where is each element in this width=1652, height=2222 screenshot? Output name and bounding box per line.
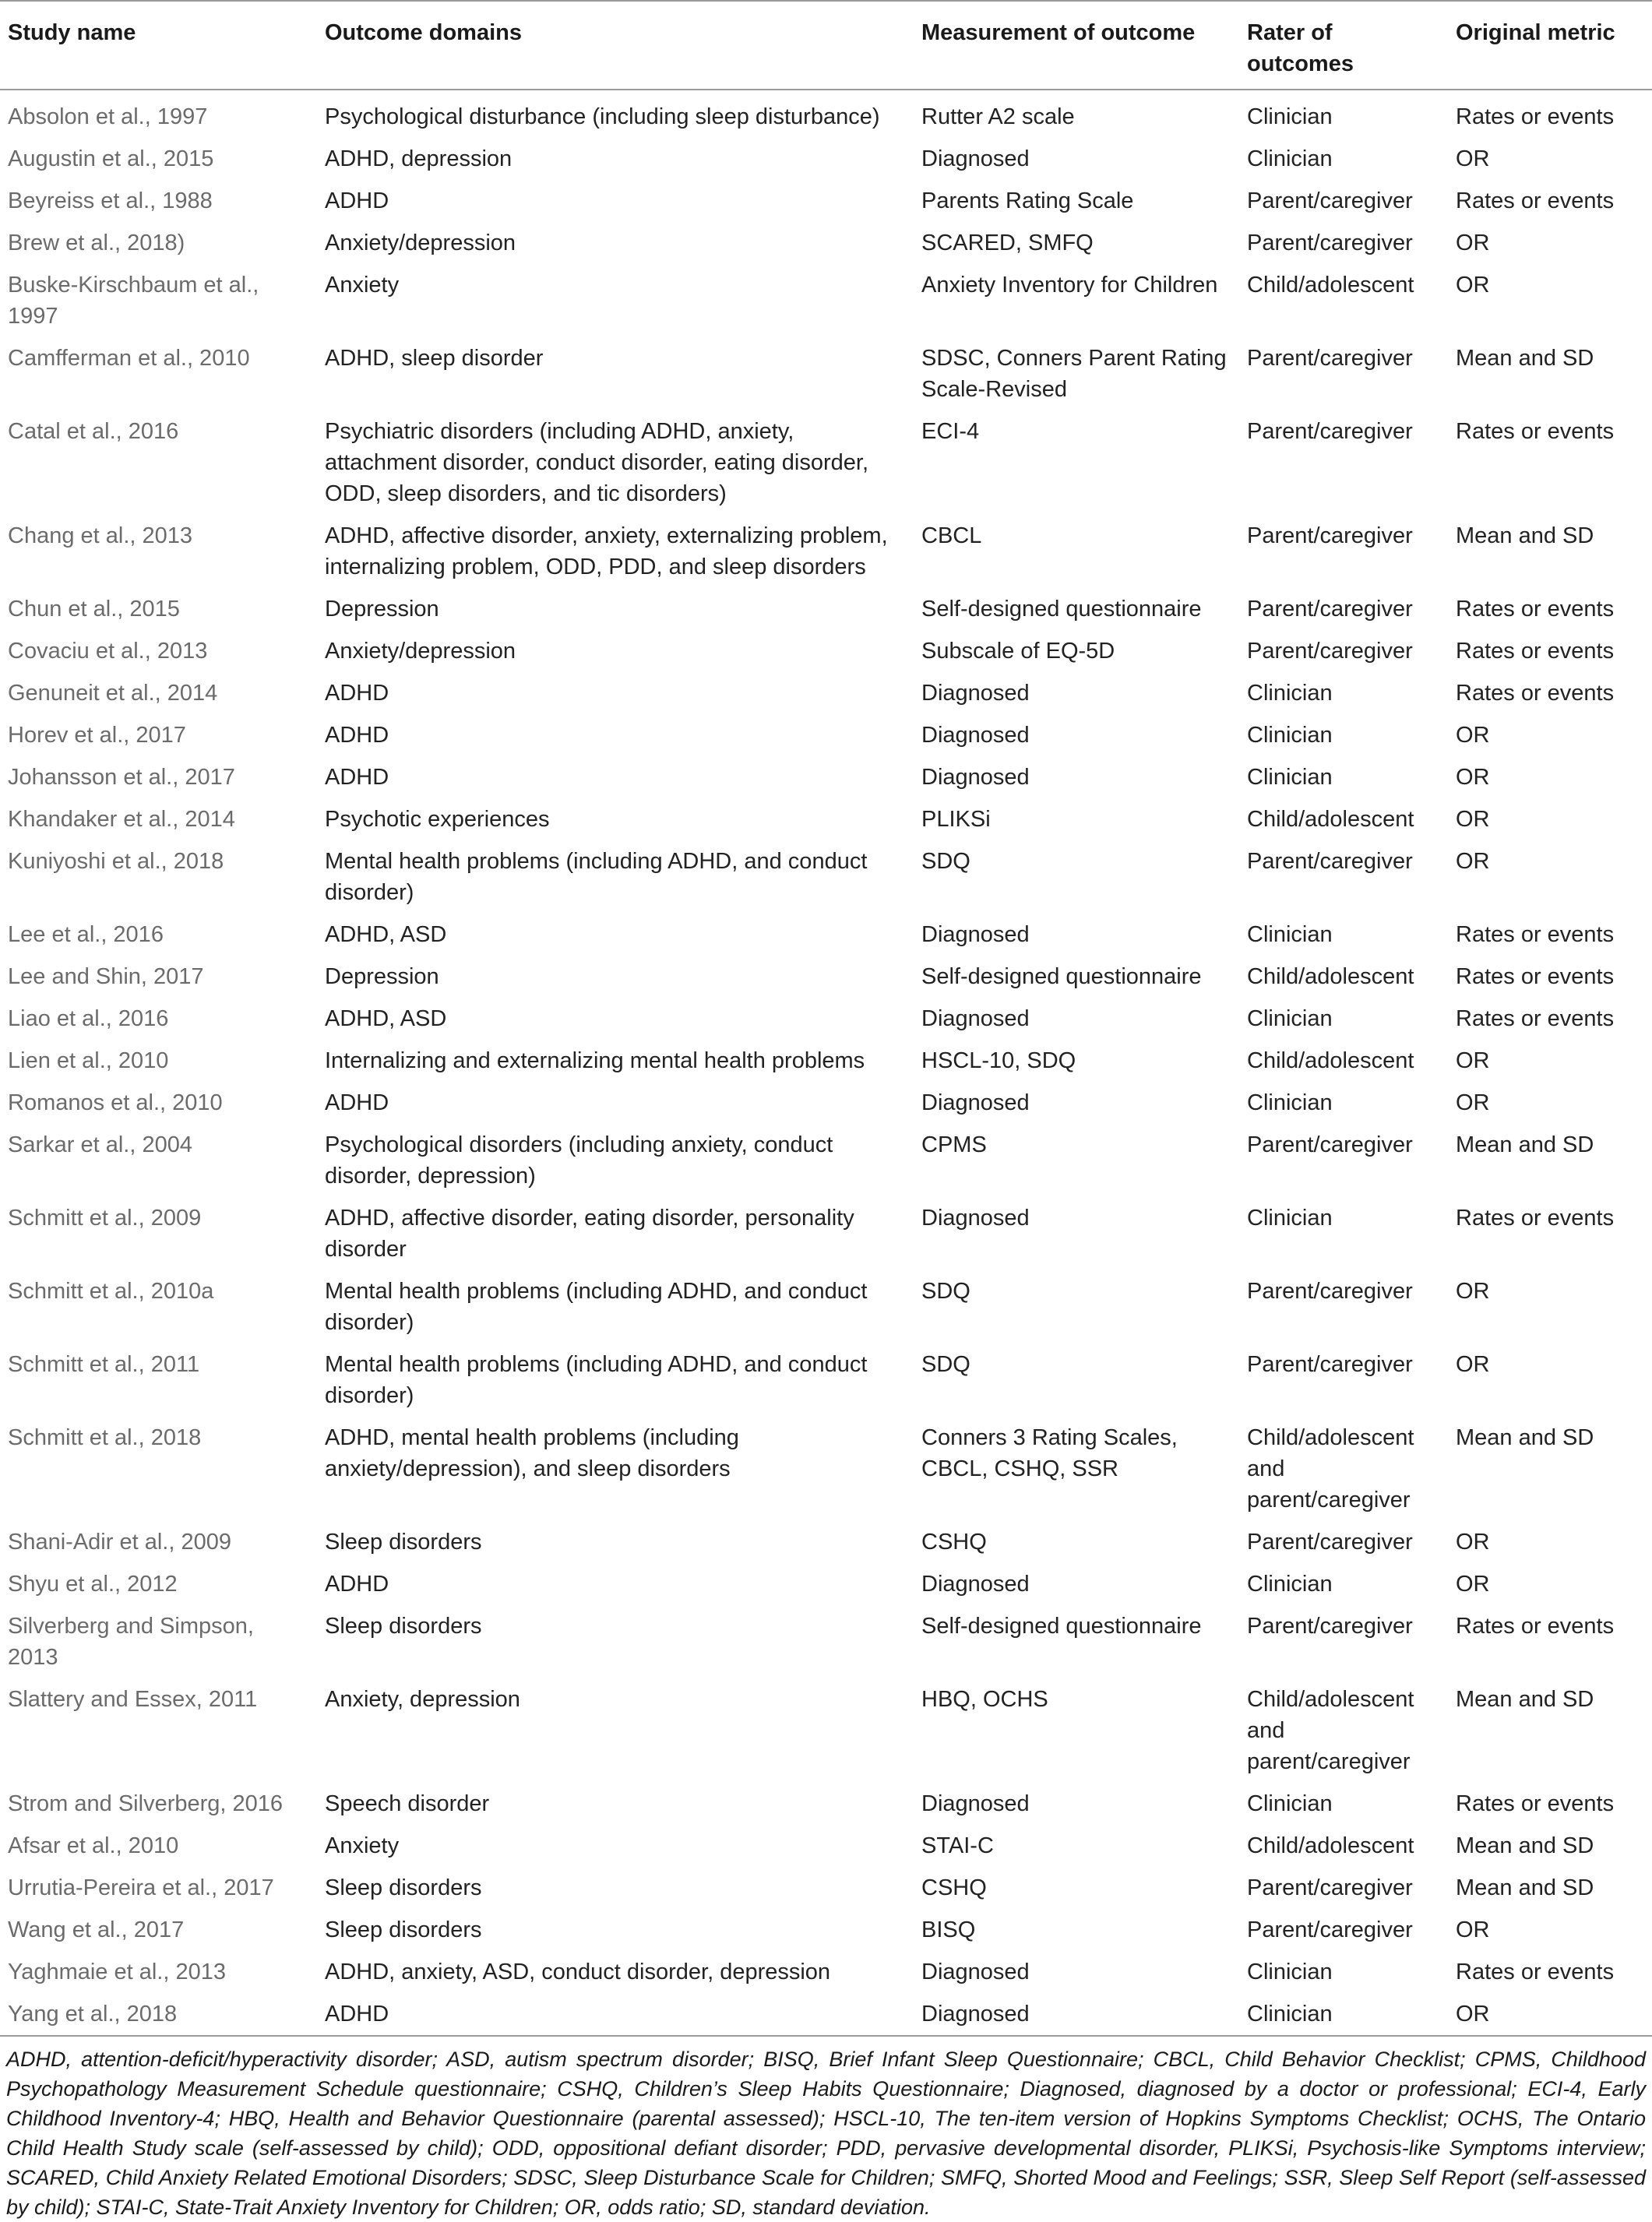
measurement-cell: Self-designed questionnaire xyxy=(921,597,1202,622)
header-outcome-domains: Outcome domains xyxy=(325,20,522,45)
study-name-cell: Augustin et al., 2015 xyxy=(8,146,214,171)
study-name-cell: Shyu et al., 2012 xyxy=(8,1572,178,1597)
measurement-cell: HBQ, OCHS xyxy=(921,1687,1048,1712)
measurement-cell: Diagnosed xyxy=(921,1206,1030,1231)
table-row xyxy=(0,672,1652,714)
metric-cell: Rates or events xyxy=(1456,1614,1615,1639)
table-row xyxy=(0,264,1652,337)
metric-cell: OR xyxy=(1456,1048,1490,1073)
rater-cell: Child/adolescent xyxy=(1247,1048,1414,1073)
study-name-cell: Urrutia-Pereira et al., 2017 xyxy=(8,1875,274,1900)
table-row xyxy=(0,90,1652,138)
measurement-cell: BISQ xyxy=(921,1917,976,1942)
outcome-domains-cell: ADHD xyxy=(325,1572,389,1597)
outcome-domains-cell: ADHD xyxy=(325,681,389,706)
outcome-domains-cell: ADHD xyxy=(325,765,389,790)
measurement-cell: Diagnosed xyxy=(921,723,1030,748)
table-row xyxy=(0,1867,1652,1909)
table-row xyxy=(0,1343,1652,1417)
header-study-name: Study name xyxy=(8,20,136,45)
study-name-cell: Covaciu et al., 2013 xyxy=(8,639,208,664)
outcome-domains-cell: Anxiety/depression xyxy=(325,639,516,664)
outcome-domains-cell: Internalizing and externalizing mental health problems xyxy=(325,1048,865,1073)
table-row xyxy=(0,1270,1652,1343)
table-row xyxy=(0,1040,1652,1082)
metric-cell: OR xyxy=(1456,1572,1490,1597)
table-row xyxy=(0,1197,1652,1270)
metric-cell: OR xyxy=(1456,723,1490,748)
table-row xyxy=(0,956,1652,998)
metric-cell: Rates or events xyxy=(1456,681,1615,706)
outcome-domains-cell: ADHD, depression xyxy=(325,146,513,171)
study-name-cell: Schmitt et al., 2009 xyxy=(8,1206,202,1231)
rater-cell: Parent/caregiver xyxy=(1247,1917,1413,1942)
metric-cell: Mean and SD xyxy=(1456,1875,1594,1900)
outcome-domains-cell: Anxiety, depression xyxy=(325,1687,520,1712)
outcome-domains-cell: Anxiety/depression xyxy=(325,231,516,255)
table-row xyxy=(0,756,1652,798)
rater-cell: Parent/caregiver xyxy=(1247,188,1413,213)
metric-cell: Mean and SD xyxy=(1456,1833,1594,1858)
rater-cell: Child/adolescent and parent/caregiver xyxy=(1247,1425,1414,1512)
metric-cell: OR xyxy=(1456,1279,1490,1304)
outcome-domains-cell: ADHD, ASD xyxy=(325,922,447,947)
measurement-cell: Diagnosed xyxy=(921,1791,1030,1816)
table-row xyxy=(0,1605,1652,1678)
measurement-cell: Self-designed questionnaire xyxy=(921,964,1202,989)
metric-cell: OR xyxy=(1456,146,1490,171)
metric-cell: Rates or events xyxy=(1456,964,1615,989)
metric-cell: Rates or events xyxy=(1456,922,1615,947)
outcome-domains-cell: Sleep disorders xyxy=(325,1530,482,1555)
outcome-domains-cell: Depression xyxy=(325,597,439,622)
measurement-cell: Diagnosed xyxy=(921,765,1030,790)
study-name-cell: Beyreiss et al., 1988 xyxy=(8,188,213,213)
study-name-cell: Wang et al., 2017 xyxy=(8,1917,185,1942)
measurement-cell: ECI-4 xyxy=(921,419,980,444)
table-row xyxy=(0,798,1652,840)
metric-cell: Rates or events xyxy=(1456,104,1615,129)
metric-cell: Rates or events xyxy=(1456,597,1615,622)
study-name-cell: Yang et al., 2018 xyxy=(8,2002,178,2027)
table-row xyxy=(0,515,1652,588)
table-body xyxy=(0,90,1652,2036)
rater-cell: Child/adolescent xyxy=(1247,807,1414,832)
measurement-cell: SDQ xyxy=(921,1352,970,1377)
rater-cell: Clinician xyxy=(1247,146,1333,171)
table-header xyxy=(0,1,1652,90)
table-row xyxy=(0,1417,1652,1521)
metric-cell: Mean and SD xyxy=(1456,346,1594,371)
metric-cell: OR xyxy=(1456,2002,1490,2027)
outcome-domains-cell: Speech disorder xyxy=(325,1791,490,1816)
study-name-cell: Schmitt et al., 2010a xyxy=(8,1279,214,1304)
outcome-domains-cell: Sleep disorders xyxy=(325,1875,482,1900)
outcome-domains-cell: Psychological disorders (including anxiety, conduct disorder, depression) xyxy=(325,1132,833,1188)
study-name-cell: Silverberg and Simpson, 2013 xyxy=(8,1614,254,1670)
rater-cell: Clinician xyxy=(1247,1006,1333,1031)
metric-cell: OR xyxy=(1456,849,1490,874)
metric-cell: Rates or events xyxy=(1456,1960,1615,1984)
rater-cell: Clinician xyxy=(1247,1791,1333,1816)
measurement-cell: Diagnosed xyxy=(921,1006,1030,1031)
table-row xyxy=(0,1678,1652,1783)
table-row xyxy=(0,222,1652,264)
study-name-cell: Schmitt et al., 2011 xyxy=(8,1352,200,1377)
measurement-cell: PLIKSi xyxy=(921,807,991,832)
study-name-cell: Lee and Shin, 2017 xyxy=(8,964,204,989)
outcome-domains-cell: Psychological disturbance (including sleep disturbance) xyxy=(325,104,880,129)
study-name-cell: Romanos et al., 2010 xyxy=(8,1090,223,1115)
study-name-cell: Johansson et al., 2017 xyxy=(8,765,235,790)
table-row xyxy=(0,998,1652,1040)
rater-cell: Parent/caregiver xyxy=(1247,849,1413,874)
header-metric: Original metric xyxy=(1456,20,1615,45)
table-row xyxy=(0,588,1652,630)
table-row xyxy=(0,914,1652,956)
outcome-domains-cell: ADHD, affective disorder, eating disorder, personality disorder xyxy=(325,1206,854,1262)
measurement-cell: Diagnosed xyxy=(921,922,1030,947)
measurement-cell: SDQ xyxy=(921,849,970,874)
outcome-domains-cell: ADHD xyxy=(325,2002,389,2027)
rater-cell: Parent/caregiver xyxy=(1247,419,1413,444)
outcome-domains-cell: Mental health problems (including ADHD, and conduct disorder) xyxy=(325,1352,868,1408)
study-name-cell: Buske-Kirschbaum et al., 1997 xyxy=(8,273,259,329)
study-name-cell: Genuneit et al., 2014 xyxy=(8,681,218,706)
metric-cell: Mean and SD xyxy=(1456,1687,1594,1712)
measurement-cell: Diagnosed xyxy=(921,1960,1030,1984)
measurement-cell: CSHQ xyxy=(921,1875,987,1900)
study-name-cell: Chun et al., 2015 xyxy=(8,597,180,622)
table-row xyxy=(0,1563,1652,1605)
outcome-domains-cell: Sleep disorders xyxy=(325,1917,482,1942)
table-row xyxy=(0,1082,1652,1124)
rater-cell: Child/adolescent xyxy=(1247,1833,1414,1858)
rater-cell: Parent/caregiver xyxy=(1247,523,1413,548)
measurement-cell: Conners 3 Rating Scales, CBCL, CSHQ, SSR xyxy=(921,1425,1178,1481)
study-name-cell: Liao et al., 2016 xyxy=(8,1006,169,1031)
study-name-cell: Horev et al., 2017 xyxy=(8,723,186,748)
rater-cell: Parent/caregiver xyxy=(1247,346,1413,371)
metric-cell: Rates or events xyxy=(1456,639,1615,664)
rater-cell: Clinician xyxy=(1247,765,1333,790)
rater-cell: Clinician xyxy=(1247,1960,1333,1984)
table-row xyxy=(0,630,1652,672)
header-row xyxy=(0,1,1652,90)
rater-cell: Parent/caregiver xyxy=(1247,639,1413,664)
header-measurement: Measurement of outcome xyxy=(921,20,1196,45)
outcome-domains-cell: Mental health problems (including ADHD, and conduct disorder) xyxy=(325,849,868,905)
outcome-domains-cell: Mental health problems (including ADHD, and conduct disorder) xyxy=(325,1279,868,1335)
table-footnote: ADHD, attention-deficit/hyperactivity disorder; ASD, autism spectrum disorder; BISQ, Brief Infant Sleep Questionnaire; CBCL, Child Behavior Checklist; CPMS, Childhood Psychopathology Measurement Schedule questionnaire; CSHQ, Children’s Sleep Habits Questionnaire; Diagnosed, diagnosed by a doctor or professional; ECI-4, Early Childhood Inventory-4; HBQ, Health and Behavior Questionnaire (parental assessed); HSCL-10, The ten-item version of Hopkins Symptoms Checklist; OCHS, The Ontario Child Health Study scale (self-assessed by child); ODD, oppositional defiant disorder; PDD, pervasive developmental disorder, PLIKSi, Psychosis-like Symptoms interview; SCARED, Child Anxiety Related Emotional Disorders; SDSC, Sleep Disturbance Scale for Children; SMFQ, Shorted Mood and Feelings; SSR, Sleep Self Report (self-assessed by child); STAI-C, State-Trait Anxiety Inventory for Children; OR, odds ratio; SD, standard deviation. xyxy=(6,2048,1646,2219)
table-row xyxy=(0,180,1652,222)
rater-cell: Clinician xyxy=(1247,2002,1333,2027)
measurement-cell: Subscale of EQ-5D xyxy=(921,639,1115,664)
outcome-domains-cell: Anxiety xyxy=(325,273,400,298)
metric-cell: Rates or events xyxy=(1456,1791,1615,1816)
measurement-cell: SDSC, Conners Parent Rating Scale-Revised xyxy=(921,346,1227,402)
metric-cell: Mean and SD xyxy=(1456,523,1594,548)
metric-cell: Rates or events xyxy=(1456,419,1615,444)
table-row xyxy=(0,410,1652,515)
measurement-cell: Rutter A2 scale xyxy=(921,104,1075,129)
table-row xyxy=(0,1951,1652,1993)
measurement-cell: Diagnosed xyxy=(921,1090,1030,1115)
study-name-cell: Strom and Silverberg, 2016 xyxy=(8,1791,284,1816)
table-row xyxy=(0,714,1652,756)
rater-cell: Parent/caregiver xyxy=(1247,1132,1413,1157)
metric-cell: Mean and SD xyxy=(1456,1425,1594,1450)
rater-cell: Parent/caregiver xyxy=(1247,231,1413,255)
measurement-cell: Anxiety Inventory for Children xyxy=(921,273,1218,298)
rater-cell: Clinician xyxy=(1247,922,1333,947)
outcome-domains-cell: Psychotic experiences xyxy=(325,807,550,832)
measurement-cell: Self-designed questionnaire xyxy=(921,1614,1202,1639)
metric-cell: OR xyxy=(1456,1530,1490,1555)
rater-cell: Clinician xyxy=(1247,723,1333,748)
rater-cell: Parent/caregiver xyxy=(1247,597,1413,622)
measurement-cell: HSCL-10, SDQ xyxy=(921,1048,1076,1073)
measurement-cell: CBCL xyxy=(921,523,982,548)
study-name-cell: Yaghmaie et al., 2013 xyxy=(8,1960,226,1984)
rater-cell: Clinician xyxy=(1247,681,1333,706)
study-name-cell: Sarkar et al., 2004 xyxy=(8,1132,192,1157)
study-name-cell: Absolon et al., 1997 xyxy=(8,104,208,129)
metric-cell: Rates or events xyxy=(1456,1206,1615,1231)
study-name-cell: Schmitt et al., 2018 xyxy=(8,1425,202,1450)
table-row xyxy=(0,840,1652,914)
rater-cell: Parent/caregiver xyxy=(1247,1530,1413,1555)
measurement-cell: Diagnosed xyxy=(921,2002,1030,2027)
metric-cell: OR xyxy=(1456,1352,1490,1377)
table-row xyxy=(0,337,1652,410)
table-row xyxy=(0,1993,1652,2036)
measurement-cell: Diagnosed xyxy=(921,1572,1030,1597)
rater-cell: Clinician xyxy=(1247,1572,1333,1597)
rater-cell: Clinician xyxy=(1247,1206,1333,1231)
study-name-cell: Lee et al., 2016 xyxy=(8,922,164,947)
outcome-domains-cell: ADHD xyxy=(325,723,389,748)
table-row xyxy=(0,1825,1652,1867)
outcome-domains-cell: Sleep disorders xyxy=(325,1614,482,1639)
outcome-domains-cell: ADHD, sleep disorder xyxy=(325,346,544,371)
measurement-cell: Diagnosed xyxy=(921,146,1030,171)
rater-cell: Child/adolescent xyxy=(1247,964,1414,989)
study-name-cell: Chang et al., 2013 xyxy=(8,523,193,548)
outcome-domains-cell: Depression xyxy=(325,964,439,989)
metric-cell: OR xyxy=(1456,807,1490,832)
outcome-domains-cell: Anxiety xyxy=(325,1833,400,1858)
outcome-domains-cell: ADHD xyxy=(325,188,389,213)
measurement-cell: CPMS xyxy=(921,1132,987,1157)
metric-cell: OR xyxy=(1456,1090,1490,1115)
study-name-cell: Slattery and Essex, 2011 xyxy=(8,1687,258,1712)
outcome-domains-cell: ADHD, mental health problems (including anxiety/depression), and sleep disorders xyxy=(325,1425,739,1481)
study-name-cell: Brew et al., 2018) xyxy=(8,231,185,255)
study-name-cell: Lien et al., 2010 xyxy=(8,1048,169,1073)
metric-cell: Rates or events xyxy=(1456,188,1615,213)
outcome-domains-cell: ADHD xyxy=(325,1090,389,1115)
study-name-cell: Afsar et al., 2010 xyxy=(8,1833,179,1858)
rater-cell: Parent/caregiver xyxy=(1247,1279,1413,1304)
outcome-domains-cell: Psychiatric disorders (including ADHD, anxiety, attachment disorder, conduct disorder, eating disorder, ODD, sleep disorders, and tic disorders) xyxy=(325,419,869,506)
rater-cell: Parent/caregiver xyxy=(1247,1614,1413,1639)
measurement-cell: Diagnosed xyxy=(921,681,1030,706)
study-name-cell: Catal et al., 2016 xyxy=(8,419,179,444)
header-rater: Rater of outcomes xyxy=(1247,20,1354,76)
metric-cell: OR xyxy=(1456,765,1490,790)
metric-cell: Mean and SD xyxy=(1456,1132,1594,1157)
metric-cell: Rates or events xyxy=(1456,1006,1615,1031)
rater-cell: Clinician xyxy=(1247,104,1333,129)
table-row xyxy=(0,1521,1652,1563)
study-name-cell: Kuniyoshi et al., 2018 xyxy=(8,849,224,874)
rater-cell: Parent/caregiver xyxy=(1247,1352,1413,1377)
outcome-domains-cell: ADHD, anxiety, ASD, conduct disorder, depression xyxy=(325,1960,831,1984)
measurement-cell: SCARED, SMFQ xyxy=(921,231,1094,255)
rater-cell: Child/adolescent xyxy=(1247,273,1414,298)
table-row xyxy=(0,1909,1652,1951)
table-row xyxy=(0,138,1652,180)
measurement-cell: SDQ xyxy=(921,1279,970,1304)
study-name-cell: Shani-Adir et al., 2009 xyxy=(8,1530,231,1555)
outcome-domains-cell: ADHD, affective disorder, anxiety, externalizing problem, internalizing problem, ODD, PDD, and sleep disorders xyxy=(325,523,888,579)
metric-cell: OR xyxy=(1456,273,1490,298)
measurement-cell: STAI-C xyxy=(921,1833,994,1858)
table-row xyxy=(0,1783,1652,1825)
rater-cell: Clinician xyxy=(1247,1090,1333,1115)
metric-cell: OR xyxy=(1456,231,1490,255)
outcome-domains-cell: ADHD, ASD xyxy=(325,1006,447,1031)
table-row xyxy=(0,1124,1652,1197)
study-name-cell: Khandaker et al., 2014 xyxy=(8,807,235,832)
study-name-cell: Camfferman et al., 2010 xyxy=(8,346,250,371)
measurement-cell: Parents Rating Scale xyxy=(921,188,1134,213)
rater-cell: Parent/caregiver xyxy=(1247,1875,1413,1900)
measurement-cell: CSHQ xyxy=(921,1530,987,1555)
rater-cell: Child/adolescent and parent/caregiver xyxy=(1247,1687,1414,1774)
metric-cell: OR xyxy=(1456,1917,1490,1942)
